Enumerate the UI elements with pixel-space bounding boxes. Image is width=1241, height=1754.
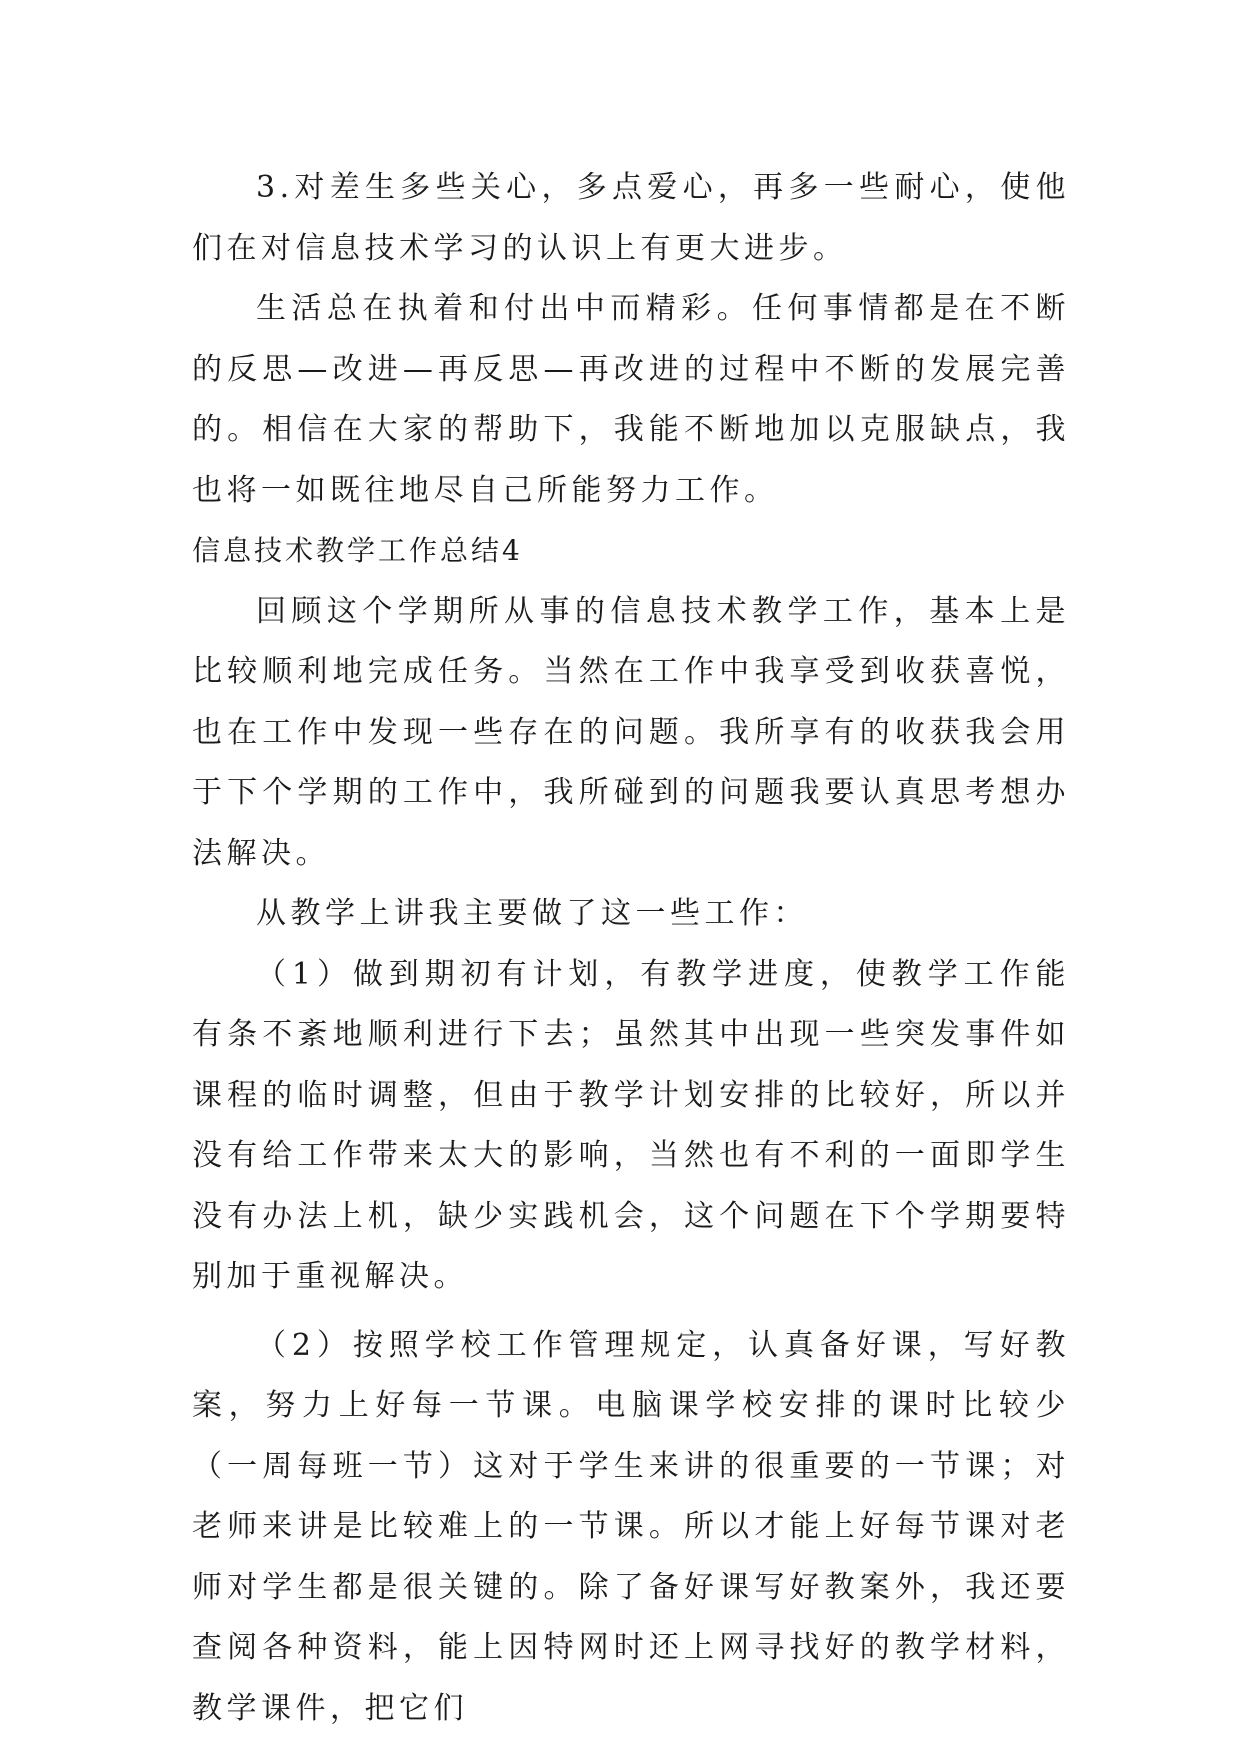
- section-heading: 信息技术教学工作总结4: [192, 534, 523, 567]
- paragraph-item-2: （2）按照学校工作管理规定，认真备好课，写好教案，努力上好每一节课。电脑课学校安排的课时比较少（一周每班一节）这对于学生来讲的很重要的一节课；对老师来讲是比较难上的一节课。所以才能上好每节课对老师对学生都是很关键的。除了备好课写好教案外，我还要查阅各种资料，能上因特网时还上网寻找好的教学材料，教学课件，把它们: [192, 1327, 1070, 1726]
- paragraph-review: 回顾这个学期所从事的信息技术教学工作，基本上是比较顺利地完成任务。当然在工作中我享受到收获喜悦，也在工作中发现一些存在的问题。我所享有的收获我会用于下个学期的工作中，我所碰到的问题我要认真思考想办法解决。: [192, 593, 1070, 871]
- document-body: [192, 158, 1070, 1739]
- paragraph-item-1: （1）做到期初有计划，有教学进度，使教学工作能有条不紊地顺利进行下去；虽然其中出现一些突发事件如课程的临时调整，但由于教学计划安排的比较好，所以并没有给工作带来太大的影响，当然也有不利的一面即学生没有办法上机，缺少实践机会，这个问题在下个学期要特别加于重视解决。: [192, 956, 1070, 1294]
- paragraph-care-for-weak-students: 3.对差生多些关心，多点爱心，再多一些耐心，使他们在对信息技术学习的认识上有更大进步。: [192, 170, 1070, 266]
- paragraph-work-intro: 从教学上讲我主要做了这一些工作：: [256, 896, 808, 931]
- paragraph-reflection: 生活总在执着和付出中而精彩。任何事情都是在不断的反思—改进—再反思—再改进的过程中不断的发展完善的。相信在大家的帮助下，我能不断地加以克服缺点，我也将一如既往地尽自己所能努力工作。: [192, 291, 1070, 508]
